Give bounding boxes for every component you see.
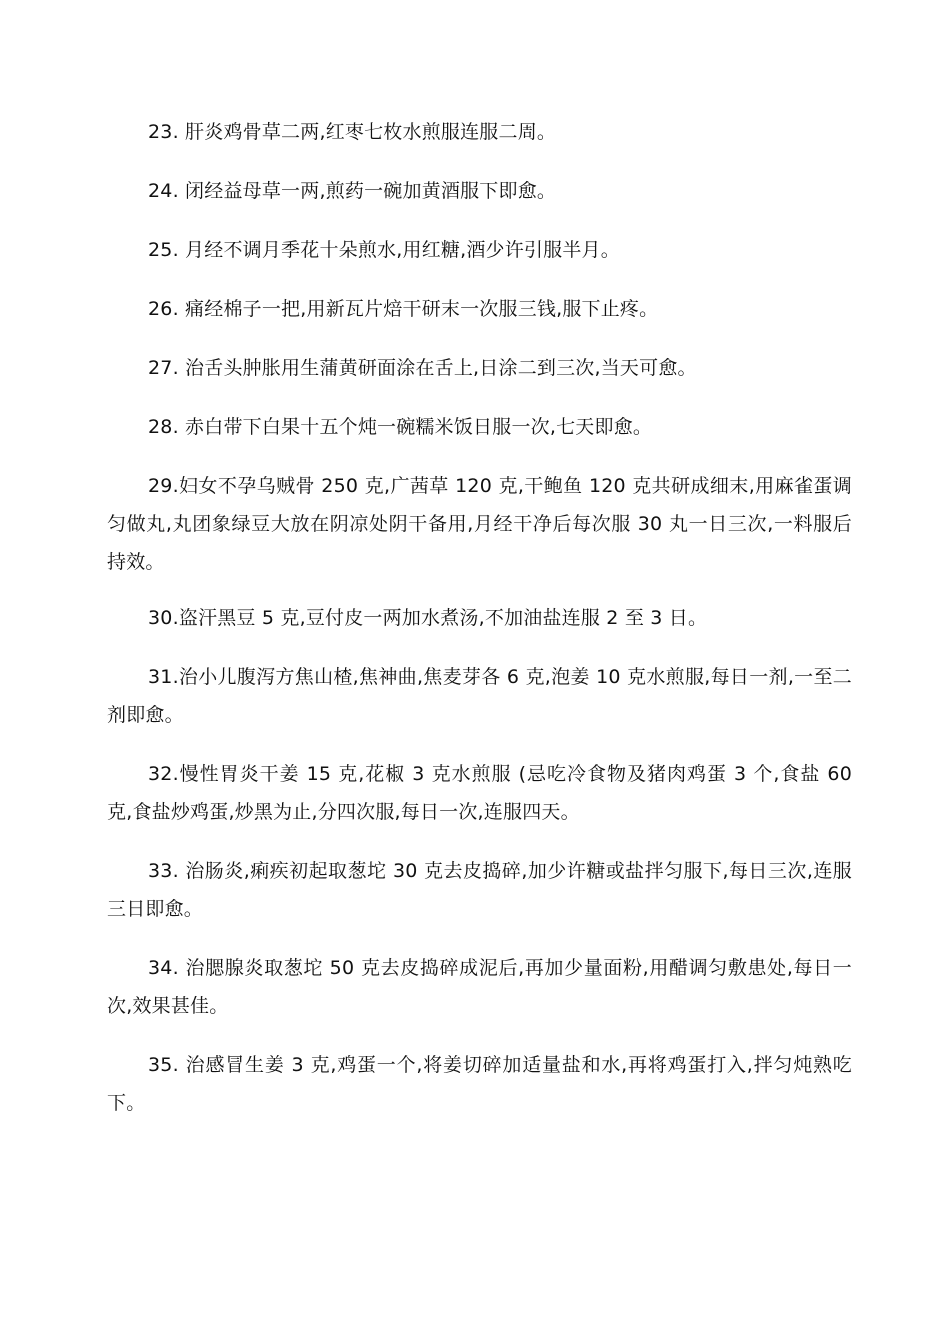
remedy-entry-24: 24. 闭经益母草一两,煎药一碗加黄酒服下即愈。 [148, 180, 557, 202]
remedy-entry-34: 34. 治腮腺炎取葱坨 50 克去皮捣碎成泥后,再加少量面粉,用醋调匀敷患处,每日一次,效果甚佳。 [107, 957, 852, 1017]
remedy-entry-32: 32.慢性胃炎干姜 15 克,花椒 3 克水煎服 (忌吃冷食物及猪肉鸡蛋 3 个,食盐 60 克,食盐炒鸡蛋,炒黑为止,分四次服,每日一次,连服四天。 [107, 763, 852, 823]
remedy-entry-23: 23. 肝炎鸡骨草二两,红枣七枚水煎服连服二周。 [148, 121, 557, 143]
remedy-entry-26: 26. 痛经棉子一把,用新瓦片焙干研末一次服三钱,服下止疼。 [148, 298, 659, 320]
remedy-entry-25: 25. 月经不调月季花十朵煎水,用红糖,酒少许引服半月。 [148, 239, 620, 261]
remedy-entry-31: 31.治小儿腹泻方焦山楂,焦神曲,焦麦芽各 6 克,泡姜 10 克水煎服,每日一剂,一至二剂即愈。 [107, 666, 852, 726]
remedy-entry-29: 29.妇女不孕乌贼骨 250 克,广茜草 120 克,干鲍鱼 120 克共研成细末,用麻雀蛋调匀做丸,丸团象绿豆大放在阴凉处阴干备用,月经干净后每次服 30 丸一日三次,一料服后持效。 [107, 475, 852, 573]
remedy-entry-35: 35. 治感冒生姜 3 克,鸡蛋一个,将姜切碎加适量盐和水,再将鸡蛋打入,拌匀炖熟吃下。 [107, 1054, 852, 1114]
remedy-entry-33: 33. 治肠炎,痢疾初起取葱坨 30 克去皮捣碎,加少许糖或盐拌匀服下,每日三次,连服三日即愈。 [107, 860, 852, 920]
remedy-entry-28: 28. 赤白带下白果十五个炖一碗糯米饭日服一次,七天即愈。 [148, 416, 653, 438]
remedy-entry-30: 30.盗汗黑豆 5 克,豆付皮一两加水煮汤,不加油盐连服 2 至 3 日。 [148, 607, 708, 629]
remedy-entry-27: 27. 治舌头肿胀用生蒲黄研面涂在舌上,日涂二到三次,当天可愈。 [148, 357, 697, 379]
